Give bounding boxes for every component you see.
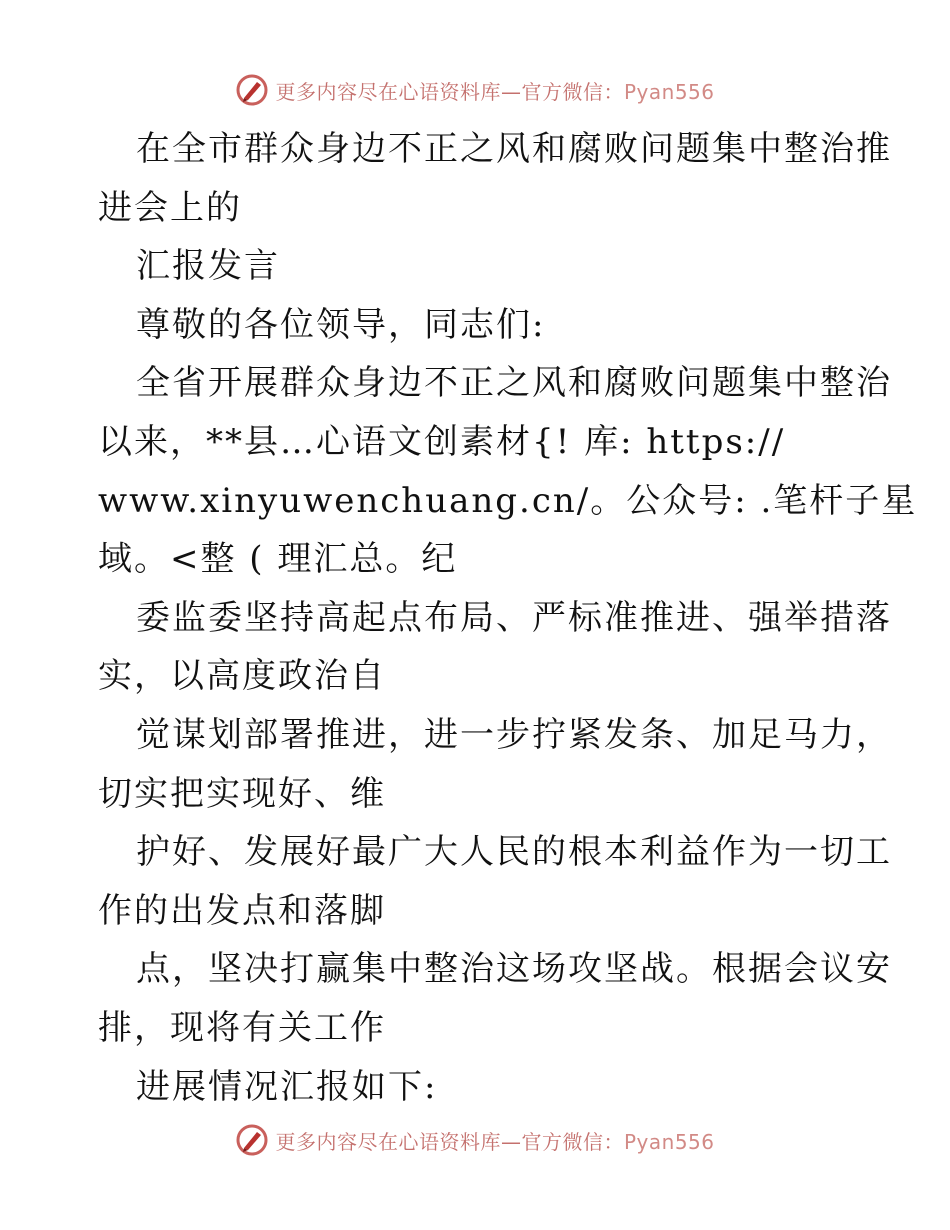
text-line: 进展情况汇报如下: [136,1066,438,1107]
watermark-text: 更多内容尽在心语资料库—官方微信： [275,1129,624,1154]
text-line: 全省开展群众身边不正之风和腐败问题集中整治 [136,363,892,404]
text-line: 域。<整 ( 理汇总。纪 [98,539,458,580]
text-line: 排，现将有关工作 [98,1007,386,1048]
text-line: 作的出发点和落脚 [98,890,386,931]
text-line: 以来，**县…心语文创素材{! 库: https:// [98,421,786,462]
document-body [98,120,918,1116]
watermark-id: Pyan556 [623,1129,715,1154]
text-line: 实，以高度政治自 [98,656,386,697]
watermark-header [0,70,950,110]
text-line: 汇报发言 [136,246,280,287]
text-line: 在全市群众身边不正之风和腐败问题集中整治推 [136,129,892,169]
text-line: 觉谋划部署推进，进一步拧紧发条、加足马力， [136,714,892,755]
text-line: 点，坚决打赢集中整治这场攻坚战。根据会议安 [136,949,892,990]
watermark-text: 更多内容尽在心语资料库—官方微信： [275,79,624,104]
watermark-footer [0,1120,950,1160]
text-line: 尊敬的各位领导，同志们: [136,304,546,345]
text-line: www.xinyuwenchuang.cn/。公众号: .笔杆子星 [98,480,918,521]
pen-logo-icon [235,1123,269,1157]
text-line: 切实把实现好、维 [98,773,386,814]
watermark-id: Pyan556 [623,79,715,104]
pen-logo-icon [235,73,269,107]
text-line: 委监委坚持高起点布局、严标准推进、强举措落 [136,597,892,638]
text-line: 护好、发展好最广大人民的根本利益作为一切工 [136,832,892,873]
text-line: 进会上的 [98,187,242,228]
